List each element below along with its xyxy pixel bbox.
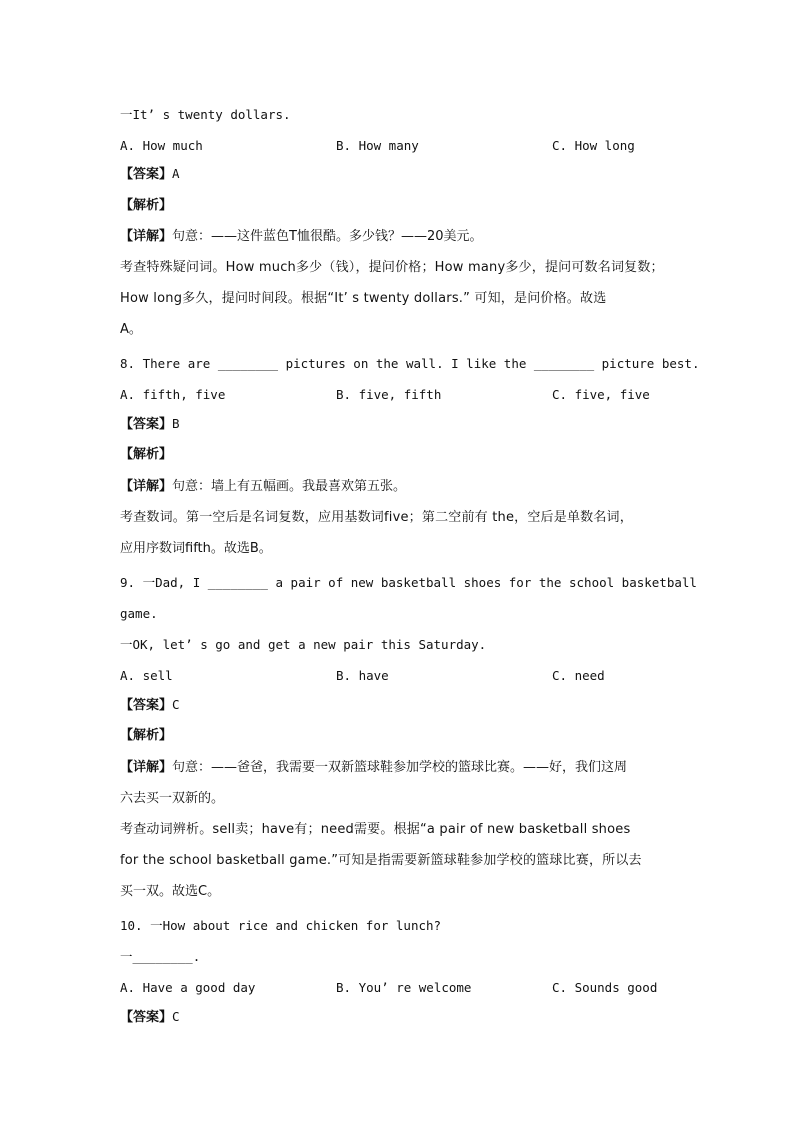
- q9-question-line-2: game.: [120, 606, 158, 621]
- q8-option-b: B. five, fifth: [336, 387, 442, 402]
- q7-detail: [120, 227, 680, 247]
- q10-answer: [120, 1007, 680, 1028]
- answer-value: C: [172, 1009, 180, 1024]
- q8-option-a: A. fifth, five: [120, 387, 226, 402]
- answer-value: C: [172, 697, 180, 712]
- detail-text: 句意：——这件蓝色T恤很酷。多少钱？——20美元。: [172, 229, 483, 244]
- q10-option-c: C. Sounds good: [552, 980, 658, 995]
- detail-text: 句意：——爸爸，我需要一双新篮球鞋参加学校的篮球比赛。——好，我们这周: [172, 760, 628, 775]
- detail-tag: 【详解】: [120, 479, 173, 494]
- q9-analysis-tag: 【解析】: [120, 728, 173, 743]
- q9-detail-line-2: 六去买一双新的。: [120, 791, 225, 806]
- q8-explain-line-1: 考查数词。第一空后是名词复数，应用基数词five；第二空前有 the，空后是单数名词，: [120, 510, 633, 525]
- q9-detail-line-1: [120, 758, 680, 778]
- q9-explain-line-1: 考查动词辨析。sell卖；have有；need需要。根据“a pair of new basketball shoes: [120, 822, 631, 837]
- detail-text: 句意：墙上有五幅画。我最喜欢第五张。: [172, 479, 407, 494]
- q7-analysis-tag: 【解析】: [120, 198, 173, 213]
- q10-option-b: B. You’ re welcome: [336, 980, 472, 995]
- q7-answer-line: 一It’ s twenty dollars.: [120, 107, 291, 122]
- q10-question-line-1: 10. 一How about rice and chicken for lunch?: [120, 918, 442, 933]
- q7-option-a: A. How much: [120, 138, 203, 153]
- q9-explain-line-3: 买一双。故选C。: [120, 884, 221, 899]
- q8-explain-line-2: 应用序数词fifth。故选B。: [120, 541, 272, 556]
- q9-option-b: B. have: [336, 668, 389, 683]
- answer-tag: 【答案】: [120, 417, 173, 432]
- q7-answer: [120, 164, 680, 185]
- q10-option-a: A. Have a good day: [120, 980, 256, 995]
- q9-option-a: A. sell: [120, 668, 173, 683]
- detail-tag: 【详解】: [120, 229, 173, 244]
- answer-tag: 【答案】: [120, 698, 173, 713]
- detail-tag: 【详解】: [120, 760, 173, 775]
- q7-option-b: B. How many: [336, 138, 419, 153]
- q8-option-c: C. five, five: [552, 387, 650, 402]
- q8-analysis-tag: 【解析】: [120, 447, 173, 462]
- answer-tag: 【答案】: [120, 167, 173, 182]
- q9-answer: [120, 695, 680, 716]
- q7-explain-line-3: A。: [120, 322, 142, 337]
- q10-question-line-2: 一________.: [120, 949, 201, 964]
- q9-explain-line-2: for the school basketball game.”可知是指需要新篮球鞋参加学校的篮球比赛，所以去: [120, 853, 642, 868]
- q7-explain-line-1: 考查特殊疑问词。How much多少（钱），提问价格；How many多少，提问可数名词复数；: [120, 260, 664, 275]
- answer-value: B: [172, 416, 180, 431]
- q9-option-c: C. need: [552, 668, 605, 683]
- q9-question-line-1: 9. 一Dad, I ________ a pair of new basketball shoes for the school basketball: [120, 575, 697, 590]
- q7-option-c: C. How long: [552, 138, 635, 153]
- q8-detail: [120, 477, 680, 497]
- answer-tag: 【答案】: [120, 1010, 173, 1025]
- q8-question: 8. There are ________ pictures on the wall. I like the ________ picture best.: [120, 356, 700, 371]
- answer-value: A: [172, 166, 180, 181]
- q7-explain-line-2: How long多久，提问时间段。根据“It’ s twenty dollars.” 可知，是问价格。故选: [120, 291, 607, 306]
- q9-question-line-3: 一OK, let’ s go and get a new pair this Saturday.: [120, 637, 487, 652]
- q8-answer: [120, 414, 680, 435]
